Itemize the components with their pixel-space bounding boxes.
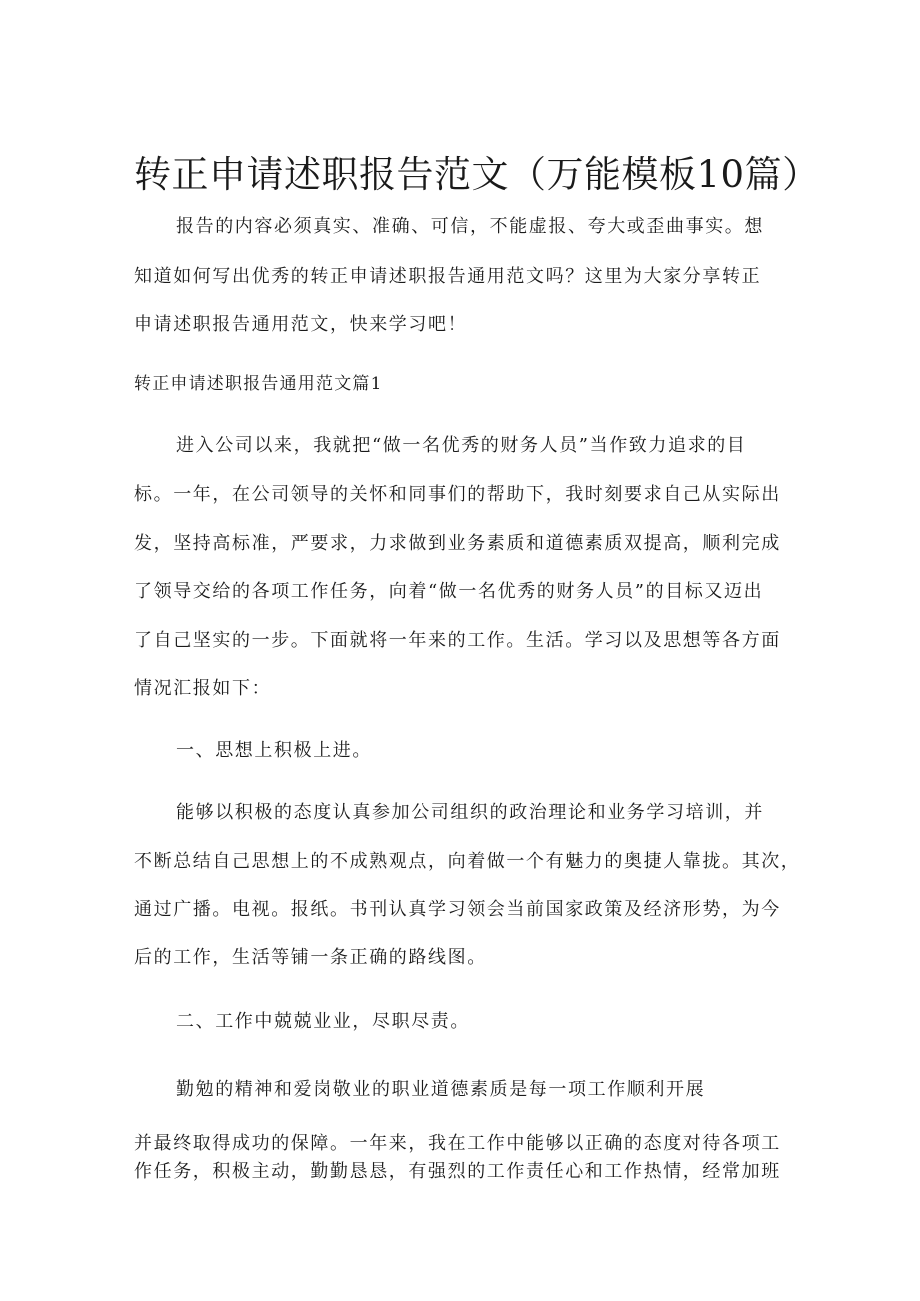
paragraph-line: 标。一年，在公司领导的关怀和同事们的帮助下，我时刻要求自己从实际出 (134, 484, 781, 505)
intro-line: 知道如何写出优秀的转正申请述职报告通用范文吗？这里为大家分享转正 (134, 266, 762, 287)
paragraph-line: 发，坚持高标准，严要求，力求做到业务素质和道德素质双提高，顺利完成 (134, 533, 781, 554)
intro-line: 报告的内容必须真实、准确、可信，不能虚报、夸大或歪曲事实。想 (176, 216, 764, 237)
section-heading: 转正申请述职报告通用范文篇1 (134, 374, 383, 394)
point-heading: 二、工作中兢兢业业，尽职尽责。 (176, 1011, 470, 1032)
document-title: 转正申请述职报告范文（万能模板10篇） (134, 153, 820, 196)
paragraph-line: 了自己坚实的一步。下面就将一年来的工作。生活。学习以及思想等各方面 (134, 630, 781, 651)
intro-line: 申请述职报告通用范文，快来学习吧！ (134, 314, 468, 335)
paragraph-line: 不断总结自己思想上的不成熟观点，向着做一个有魅力的奥捷人靠拢。其次， (134, 851, 801, 872)
paragraph-line: 并最终取得成功的保障。一年来，我在工作中能够以正确的态度对待各项工 (134, 1133, 781, 1154)
paragraph-line: 后的工作，生活等铺一条正确的路线图。 (134, 947, 487, 968)
paragraph-line: 能够以积极的态度认真参加公司组织的政治理论和业务学习培训，并 (176, 802, 764, 823)
paragraph-line: 勤勉的精神和爱岗敬业的职业道德素质是每一项工作顺利开展 (176, 1079, 706, 1100)
paragraph-line: 进入公司以来，我就把“做一名优秀的财务人员”当作致力追求的目 (176, 435, 747, 456)
paragraph-line: 情况汇报如下： (134, 678, 272, 699)
paragraph-line: 了领导交给的各项工作任务，向着“做一名优秀的财务人员”的目标又迈出 (134, 581, 764, 602)
paragraph-line: 通过广播。电视。报纸。书刊认真学习领会当前国家政策及经济形势，为今 (134, 899, 781, 920)
paragraph-line: 作任务，积极主动，勤勤恳恳，有强烈的工作责任心和工作热情，经常加班 (134, 1161, 781, 1182)
point-heading: 一、思想上积极上进。 (176, 740, 372, 761)
